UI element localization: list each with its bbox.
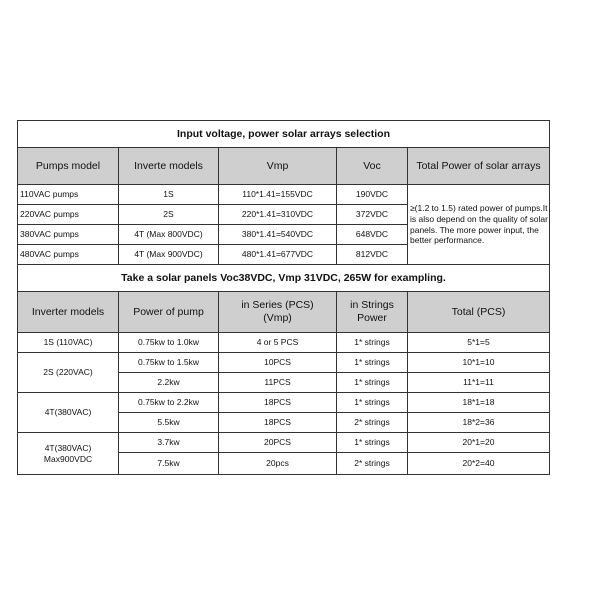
total-cell: 18*1=18 [408, 393, 550, 413]
header-in-series: in Series (PCS) (Vmp) [219, 292, 337, 333]
vmp-cell: 110*1.41=155VDC [219, 185, 337, 205]
total-cell: 11*1=11 [408, 373, 550, 393]
solar-selection-table [17, 120, 550, 475]
table-row [18, 353, 550, 373]
power-cell: 5.5kw [119, 413, 219, 433]
strings-cell: 1* strings [337, 353, 408, 373]
solar-selection-document [17, 120, 549, 475]
series-cell: 18PCS [219, 393, 337, 413]
header-inverter-models: Inverter models [18, 292, 119, 333]
total-cell: 18*2=36 [408, 413, 550, 433]
inverter-model-cell: 4T(380VAC) Max900VDC [18, 433, 119, 475]
header-voc: Voc [337, 148, 408, 185]
strings-cell: 2* strings [337, 453, 408, 475]
header-total-power: Total Power of solar arrays [408, 148, 550, 185]
table2-title: Take a solar panels Voc38VDC, Vmp 31VDC, 265W for exampling. [18, 265, 550, 292]
table-row [18, 393, 550, 413]
series-cell: 20PCS [219, 433, 337, 453]
header-power-of-pump: Power of pump [119, 292, 219, 333]
table2-header-row [18, 292, 550, 333]
vmp-cell: 220*1.41=310VDC [219, 205, 337, 225]
strings-cell: 1* strings [337, 333, 408, 353]
table-row [18, 185, 550, 205]
voc-cell: 372VDC [337, 205, 408, 225]
header-total-pcs: Total (PCS) [408, 292, 550, 333]
power-cell: 3.7kw [119, 433, 219, 453]
table-row [18, 433, 550, 453]
voc-cell: 812VDC [337, 245, 408, 265]
strings-cell: 1* strings [337, 433, 408, 453]
power-cell: 2.2kw [119, 373, 219, 393]
vmp-cell: 380*1.41=540VDC [219, 225, 337, 245]
table-row [18, 333, 550, 353]
inverter-cell: 4T (Max 900VDC) [119, 245, 219, 265]
vmp-cell: 480*1.41=677VDC [219, 245, 337, 265]
inverter-model-cell: 1S (110VAC) [18, 333, 119, 353]
total-cell: 5*1=5 [408, 333, 550, 353]
series-cell: 4 or 5 PCS [219, 333, 337, 353]
inverter-model-cell: 2S (220VAC) [18, 353, 119, 393]
table1-title: Input voltage, power solar arrays selection [18, 121, 550, 148]
power-cell: 7.5kw [119, 453, 219, 475]
inverter-cell: 2S [119, 205, 219, 225]
total-power-note: ≥(1.2 to 1.5) rated power of pumps.It is also depend on the quality of solar panels. The more power input, the better performance. [408, 185, 550, 265]
power-cell: 0.75kw to 2.2kw [119, 393, 219, 413]
total-cell: 10*1=10 [408, 353, 550, 373]
header-pumps-model: Pumps model [18, 148, 119, 185]
strings-cell: 1* strings [337, 373, 408, 393]
inverter-model-cell: 4T(380VAC) [18, 393, 119, 433]
power-cell: 0.75kw to 1.5kw [119, 353, 219, 373]
pump-model-cell: 480VAC pumps [18, 245, 119, 265]
total-cell: 20*2=40 [408, 453, 550, 475]
power-cell: 0.75kw to 1.0kw [119, 333, 219, 353]
series-cell: 10PCS [219, 353, 337, 373]
series-cell: 11PCS [219, 373, 337, 393]
inverter-cell: 1S [119, 185, 219, 205]
table1-header-row [18, 148, 550, 185]
strings-cell: 1* strings [337, 393, 408, 413]
inverter-cell: 4T (Max 800VDC) [119, 225, 219, 245]
pump-model-cell: 220VAC pumps [18, 205, 119, 225]
series-cell: 18PCS [219, 413, 337, 433]
header-in-strings: in Strings Power [337, 292, 408, 333]
series-cell: 20pcs [219, 453, 337, 475]
header-inverte-models: Inverte models [119, 148, 219, 185]
strings-cell: 2* strings [337, 413, 408, 433]
pump-model-cell: 380VAC pumps [18, 225, 119, 245]
total-cell: 20*1=20 [408, 433, 550, 453]
pump-model-cell: 110VAC pumps [18, 185, 119, 205]
header-vmp: Vmp [219, 148, 337, 185]
voc-cell: 648VDC [337, 225, 408, 245]
voc-cell: 190VDC [337, 185, 408, 205]
